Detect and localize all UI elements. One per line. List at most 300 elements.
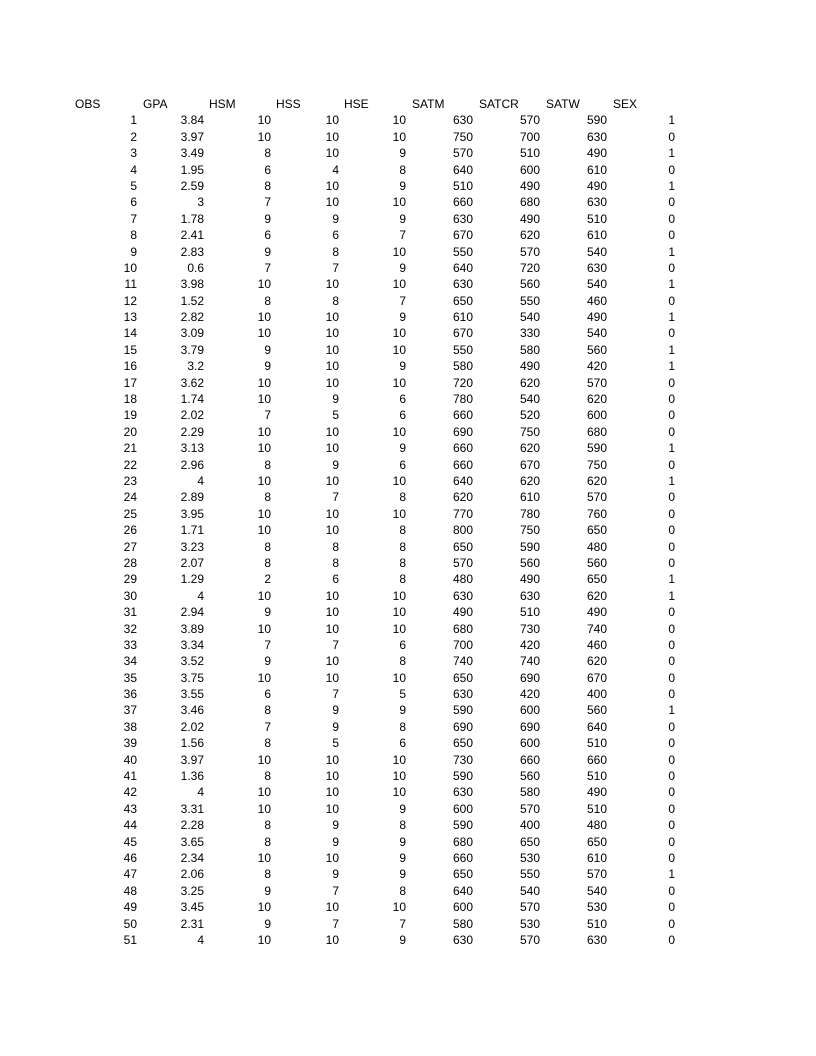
cell-sex: 0 [668, 916, 675, 931]
cell-satw: 460 [586, 293, 607, 308]
cell-obs: 19 [123, 408, 137, 423]
cell-satcr: 330 [519, 326, 540, 341]
cell-satm: 650 [452, 293, 473, 308]
cell-hsm: 9 [264, 883, 271, 898]
cell-obs: 33 [123, 637, 137, 652]
cell-sex: 1 [668, 342, 675, 357]
cell-gpa: 4 [197, 588, 204, 603]
cell-satcr: 690 [519, 719, 540, 734]
cell-gpa: 2.89 [180, 490, 204, 505]
cell-sex: 1 [668, 277, 675, 292]
cell-gpa: 2.29 [180, 424, 204, 439]
table-row [0, 293, 816, 309]
cell-hss: 7 [332, 687, 339, 702]
cell-hsm: 10 [257, 113, 271, 128]
cell-sex: 1 [668, 572, 675, 587]
cell-hse: 10 [392, 129, 406, 144]
cell-hsm: 10 [257, 424, 271, 439]
cell-sex: 1 [668, 146, 675, 161]
cell-satw: 610 [586, 228, 607, 243]
cell-hse: 10 [392, 244, 406, 259]
cell-satw: 490 [586, 785, 607, 800]
cell-hss: 9 [332, 703, 339, 718]
cell-hss: 10 [325, 785, 339, 800]
cell-sex: 1 [668, 244, 675, 259]
cell-satcr: 520 [519, 408, 540, 423]
cell-satm: 630 [452, 785, 473, 800]
cell-satcr: 570 [519, 900, 540, 915]
header-sex: SEX [613, 97, 638, 111]
cell-satw: 570 [586, 867, 607, 882]
cell-hse: 6 [399, 736, 406, 751]
cell-hse: 10 [392, 326, 406, 341]
table-row [0, 424, 816, 440]
cell-sex: 0 [668, 769, 675, 784]
cell-satcr: 560 [519, 769, 540, 784]
cell-hss: 9 [332, 211, 339, 226]
cell-hss: 10 [325, 850, 339, 865]
cell-satm: 660 [452, 441, 473, 456]
table-body [0, 112, 816, 948]
cell-satcr: 600 [519, 162, 540, 177]
cell-satw: 400 [586, 687, 607, 702]
cell-satm: 630 [452, 211, 473, 226]
cell-satm: 600 [452, 801, 473, 816]
cell-gpa: 3.97 [180, 752, 204, 767]
cell-gpa: 2.31 [180, 916, 204, 931]
cell-hse: 10 [392, 769, 406, 784]
table-row [0, 555, 816, 571]
cell-hsm: 6 [264, 162, 271, 177]
cell-hss: 5 [332, 736, 339, 751]
cell-obs: 31 [123, 605, 137, 620]
cell-obs: 23 [123, 473, 137, 488]
cell-satm: 590 [452, 818, 473, 833]
table-row [0, 211, 816, 227]
cell-sex: 0 [668, 457, 675, 472]
cell-satcr: 780 [519, 506, 540, 521]
cell-sex: 0 [668, 424, 675, 439]
cell-satw: 650 [586, 523, 607, 538]
cell-sex: 0 [668, 637, 675, 652]
cell-sex: 0 [668, 260, 675, 275]
table-row [0, 375, 816, 391]
table-row [0, 621, 816, 637]
table-row [0, 473, 816, 489]
cell-satm: 580 [452, 916, 473, 931]
cell-satm: 660 [452, 850, 473, 865]
cell-hsm: 2 [264, 572, 271, 587]
cell-sex: 0 [668, 883, 675, 898]
table-row [0, 588, 816, 604]
cell-obs: 47 [123, 867, 137, 882]
cell-hsm: 10 [257, 473, 271, 488]
cell-obs: 10 [123, 260, 137, 275]
cell-hsm: 10 [257, 506, 271, 521]
cell-satcr: 740 [519, 654, 540, 669]
cell-satcr: 600 [519, 703, 540, 718]
cell-sex: 0 [668, 834, 675, 849]
cell-obs: 51 [123, 932, 137, 947]
cell-satm: 570 [452, 555, 473, 570]
cell-hse: 9 [399, 867, 406, 882]
cell-satm: 640 [452, 473, 473, 488]
table-row [0, 162, 816, 178]
cell-satcr: 720 [519, 260, 540, 275]
cell-satm: 660 [452, 408, 473, 423]
cell-gpa: 3.75 [180, 670, 204, 685]
cell-sex: 0 [668, 785, 675, 800]
cell-satcr: 510 [519, 605, 540, 620]
cell-hsm: 7 [264, 260, 271, 275]
cell-satm: 610 [452, 310, 473, 325]
cell-hss: 10 [325, 801, 339, 816]
cell-satw: 510 [586, 769, 607, 784]
cell-obs: 41 [123, 769, 137, 784]
cell-satcr: 690 [519, 670, 540, 685]
cell-satm: 590 [452, 769, 473, 784]
header-obs: OBS [75, 97, 101, 111]
cell-hse: 8 [399, 654, 406, 669]
cell-satm: 670 [452, 228, 473, 243]
cell-gpa: 3.46 [180, 703, 204, 718]
cell-sex: 0 [668, 293, 675, 308]
cell-hss: 10 [325, 342, 339, 357]
cell-satcr: 570 [519, 244, 540, 259]
cell-satw: 490 [586, 605, 607, 620]
table-row [0, 342, 816, 358]
cell-obs: 42 [123, 785, 137, 800]
cell-satm: 780 [452, 392, 473, 407]
cell-satw: 630 [586, 260, 607, 275]
cell-satm: 600 [452, 900, 473, 915]
cell-obs: 27 [123, 539, 137, 554]
cell-satcr: 620 [519, 473, 540, 488]
cell-hss: 4 [332, 162, 339, 177]
cell-obs: 17 [123, 375, 137, 390]
cell-gpa: 3.25 [180, 883, 204, 898]
cell-obs: 5 [130, 178, 137, 193]
cell-satw: 510 [586, 736, 607, 751]
cell-hss: 10 [325, 752, 339, 767]
cell-hss: 10 [325, 424, 339, 439]
cell-satcr: 610 [519, 490, 540, 505]
cell-hsm: 7 [264, 637, 271, 652]
cell-gpa: 1.52 [180, 293, 204, 308]
cell-satcr: 490 [519, 572, 540, 587]
cell-sex: 0 [668, 900, 675, 915]
cell-satcr: 490 [519, 211, 540, 226]
cell-hsm: 10 [257, 850, 271, 865]
cell-hse: 9 [399, 932, 406, 947]
cell-hss: 10 [325, 178, 339, 193]
cell-sex: 0 [668, 752, 675, 767]
cell-hss: 10 [325, 146, 339, 161]
cell-gpa: 3.97 [180, 129, 204, 144]
cell-satw: 420 [586, 359, 607, 374]
table-row [0, 719, 816, 735]
cell-satm: 620 [452, 490, 473, 505]
table-row [0, 440, 816, 456]
cell-obs: 29 [123, 572, 137, 587]
cell-satm: 700 [452, 637, 473, 652]
cell-satm: 640 [452, 162, 473, 177]
cell-sex: 1 [668, 359, 675, 374]
cell-satm: 690 [452, 719, 473, 734]
cell-obs: 28 [123, 555, 137, 570]
cell-hsm: 9 [264, 342, 271, 357]
cell-obs: 24 [123, 490, 137, 505]
cell-satcr: 560 [519, 277, 540, 292]
cell-hsm: 8 [264, 769, 271, 784]
cell-satw: 540 [586, 244, 607, 259]
cell-satcr: 420 [519, 687, 540, 702]
cell-hsm: 8 [264, 867, 271, 882]
cell-gpa: 3.13 [180, 441, 204, 456]
cell-satw: 650 [586, 572, 607, 587]
cell-satm: 640 [452, 883, 473, 898]
table-row [0, 817, 816, 833]
table-row [0, 129, 816, 145]
cell-hse: 10 [392, 113, 406, 128]
cell-hss: 10 [325, 195, 339, 210]
table-row [0, 178, 816, 194]
header-hse: HSE [344, 97, 369, 111]
table-row [0, 391, 816, 407]
table-row [0, 522, 816, 538]
table-row [0, 735, 816, 751]
table-row [0, 325, 816, 341]
cell-hss: 8 [332, 293, 339, 308]
cell-satcr: 750 [519, 424, 540, 439]
cell-hss: 9 [332, 457, 339, 472]
cell-gpa: 3.84 [180, 113, 204, 128]
cell-gpa: 2.82 [180, 310, 204, 325]
cell-hss: 7 [332, 260, 339, 275]
cell-sex: 0 [668, 523, 675, 538]
cell-hss: 10 [325, 900, 339, 915]
cell-satcr: 590 [519, 539, 540, 554]
cell-hss: 9 [332, 818, 339, 833]
cell-hse: 5 [399, 687, 406, 702]
cell-gpa: 2.02 [180, 408, 204, 423]
cell-hss: 7 [332, 883, 339, 898]
table-row [0, 834, 816, 850]
cell-hse: 8 [399, 539, 406, 554]
cell-hse: 9 [399, 703, 406, 718]
cell-satcr: 400 [519, 818, 540, 833]
cell-satcr: 570 [519, 932, 540, 947]
cell-hss: 5 [332, 408, 339, 423]
cell-gpa: 3.34 [180, 637, 204, 652]
cell-gpa: 2.96 [180, 457, 204, 472]
table-row [0, 571, 816, 587]
cell-gpa: 1.29 [180, 572, 204, 587]
cell-gpa: 3.65 [180, 834, 204, 849]
cell-hse: 10 [392, 752, 406, 767]
cell-hsm: 8 [264, 555, 271, 570]
cell-hsm: 8 [264, 539, 271, 554]
cell-gpa: 1.36 [180, 769, 204, 784]
cell-satw: 670 [586, 670, 607, 685]
cell-hsm: 8 [264, 834, 271, 849]
cell-sex: 0 [668, 375, 675, 390]
cell-gpa: 2.02 [180, 719, 204, 734]
cell-satm: 650 [452, 867, 473, 882]
cell-satm: 550 [452, 342, 473, 357]
cell-obs: 30 [123, 588, 137, 603]
cell-hss: 10 [325, 588, 339, 603]
cell-obs: 49 [123, 900, 137, 915]
cell-hsm: 9 [264, 211, 271, 226]
cell-gpa: 0.6 [187, 260, 204, 275]
cell-hsm: 7 [264, 408, 271, 423]
cell-gpa: 3.2 [187, 359, 204, 374]
cell-satcr: 600 [519, 736, 540, 751]
table-row [0, 539, 816, 555]
cell-obs: 45 [123, 834, 137, 849]
cell-hse: 10 [392, 375, 406, 390]
cell-hsm: 10 [257, 621, 271, 636]
cell-hsm: 10 [257, 900, 271, 915]
cell-satcr: 620 [519, 228, 540, 243]
cell-satw: 510 [586, 211, 607, 226]
cell-satw: 620 [586, 473, 607, 488]
cell-hsm: 10 [257, 441, 271, 456]
cell-satcr: 580 [519, 785, 540, 800]
cell-obs: 50 [123, 916, 137, 931]
cell-satcr: 570 [519, 113, 540, 128]
cell-obs: 34 [123, 654, 137, 669]
table-header-row [0, 96, 816, 112]
cell-sex: 1 [668, 473, 675, 488]
cell-gpa: 1.78 [180, 211, 204, 226]
cell-gpa: 1.56 [180, 736, 204, 751]
cell-hsm: 8 [264, 146, 271, 161]
cell-obs: 12 [123, 293, 137, 308]
cell-hss: 7 [332, 916, 339, 931]
cell-obs: 18 [123, 392, 137, 407]
cell-satcr: 650 [519, 834, 540, 849]
cell-satw: 540 [586, 277, 607, 292]
cell-satm: 630 [452, 277, 473, 292]
cell-gpa: 2.34 [180, 850, 204, 865]
header-satm: SATM [412, 97, 445, 111]
cell-satcr: 680 [519, 195, 540, 210]
cell-satcr: 510 [519, 146, 540, 161]
cell-hss: 10 [325, 113, 339, 128]
cell-hsm: 10 [257, 392, 271, 407]
table-row [0, 489, 816, 505]
cell-satw: 510 [586, 916, 607, 931]
cell-hsm: 10 [257, 932, 271, 947]
cell-sex: 0 [668, 392, 675, 407]
cell-hse: 9 [399, 441, 406, 456]
table-row [0, 407, 816, 423]
cell-hss: 10 [325, 654, 339, 669]
cell-gpa: 2.59 [180, 178, 204, 193]
header-hss: HSS [276, 97, 301, 111]
table-row [0, 801, 816, 817]
cell-satcr: 490 [519, 359, 540, 374]
cell-gpa: 2.28 [180, 818, 204, 833]
cell-sex: 0 [668, 129, 675, 144]
cell-satw: 590 [586, 441, 607, 456]
cell-obs: 6 [130, 195, 137, 210]
cell-sex: 1 [668, 867, 675, 882]
cell-obs: 43 [123, 801, 137, 816]
cell-hss: 9 [332, 867, 339, 882]
table-row [0, 112, 816, 128]
cell-obs: 22 [123, 457, 137, 472]
cell-hsm: 9 [264, 605, 271, 620]
cell-gpa: 3.31 [180, 801, 204, 816]
cell-sex: 0 [668, 850, 675, 865]
cell-satw: 630 [586, 195, 607, 210]
header-gpa: GPA [143, 97, 168, 111]
cell-satw: 540 [586, 326, 607, 341]
cell-satm: 750 [452, 129, 473, 144]
table-row [0, 686, 816, 702]
cell-hse: 8 [399, 490, 406, 505]
cell-hsm: 10 [257, 785, 271, 800]
cell-satm: 670 [452, 326, 473, 341]
cell-sex: 1 [668, 178, 675, 193]
cell-satw: 490 [586, 146, 607, 161]
cell-obs: 48 [123, 883, 137, 898]
cell-hse: 9 [399, 178, 406, 193]
cell-gpa: 1.95 [180, 162, 204, 177]
cell-hse: 7 [399, 293, 406, 308]
cell-hss: 10 [325, 506, 339, 521]
cell-satcr: 620 [519, 375, 540, 390]
cell-hsm: 10 [257, 129, 271, 144]
cell-hse: 6 [399, 392, 406, 407]
cell-hsm: 9 [264, 654, 271, 669]
cell-sex: 0 [668, 326, 675, 341]
cell-satm: 680 [452, 621, 473, 636]
cell-sex: 0 [668, 506, 675, 521]
table-row [0, 883, 816, 899]
cell-hss: 10 [325, 670, 339, 685]
cell-satcr: 560 [519, 555, 540, 570]
header-satw: SATW [546, 97, 580, 111]
cell-satcr: 540 [519, 392, 540, 407]
cell-obs: 11 [124, 277, 137, 292]
cell-obs: 39 [123, 736, 137, 751]
cell-sex: 0 [668, 228, 675, 243]
cell-obs: 40 [123, 752, 137, 767]
cell-hse: 9 [399, 834, 406, 849]
cell-sex: 0 [668, 621, 675, 636]
cell-sex: 0 [668, 195, 675, 210]
cell-gpa: 4 [197, 932, 204, 947]
cell-hse: 6 [399, 408, 406, 423]
cell-hse: 10 [392, 785, 406, 800]
cell-hss: 10 [325, 359, 339, 374]
cell-sex: 0 [668, 555, 675, 570]
cell-satw: 490 [586, 310, 607, 325]
cell-hss: 10 [325, 523, 339, 538]
cell-satm: 770 [452, 506, 473, 521]
cell-sex: 0 [668, 539, 675, 554]
cell-hse: 10 [392, 342, 406, 357]
cell-sex: 0 [668, 211, 675, 226]
cell-satcr: 540 [519, 310, 540, 325]
cell-hss: 8 [332, 539, 339, 554]
table-row [0, 637, 816, 653]
cell-gpa: 3.89 [180, 621, 204, 636]
